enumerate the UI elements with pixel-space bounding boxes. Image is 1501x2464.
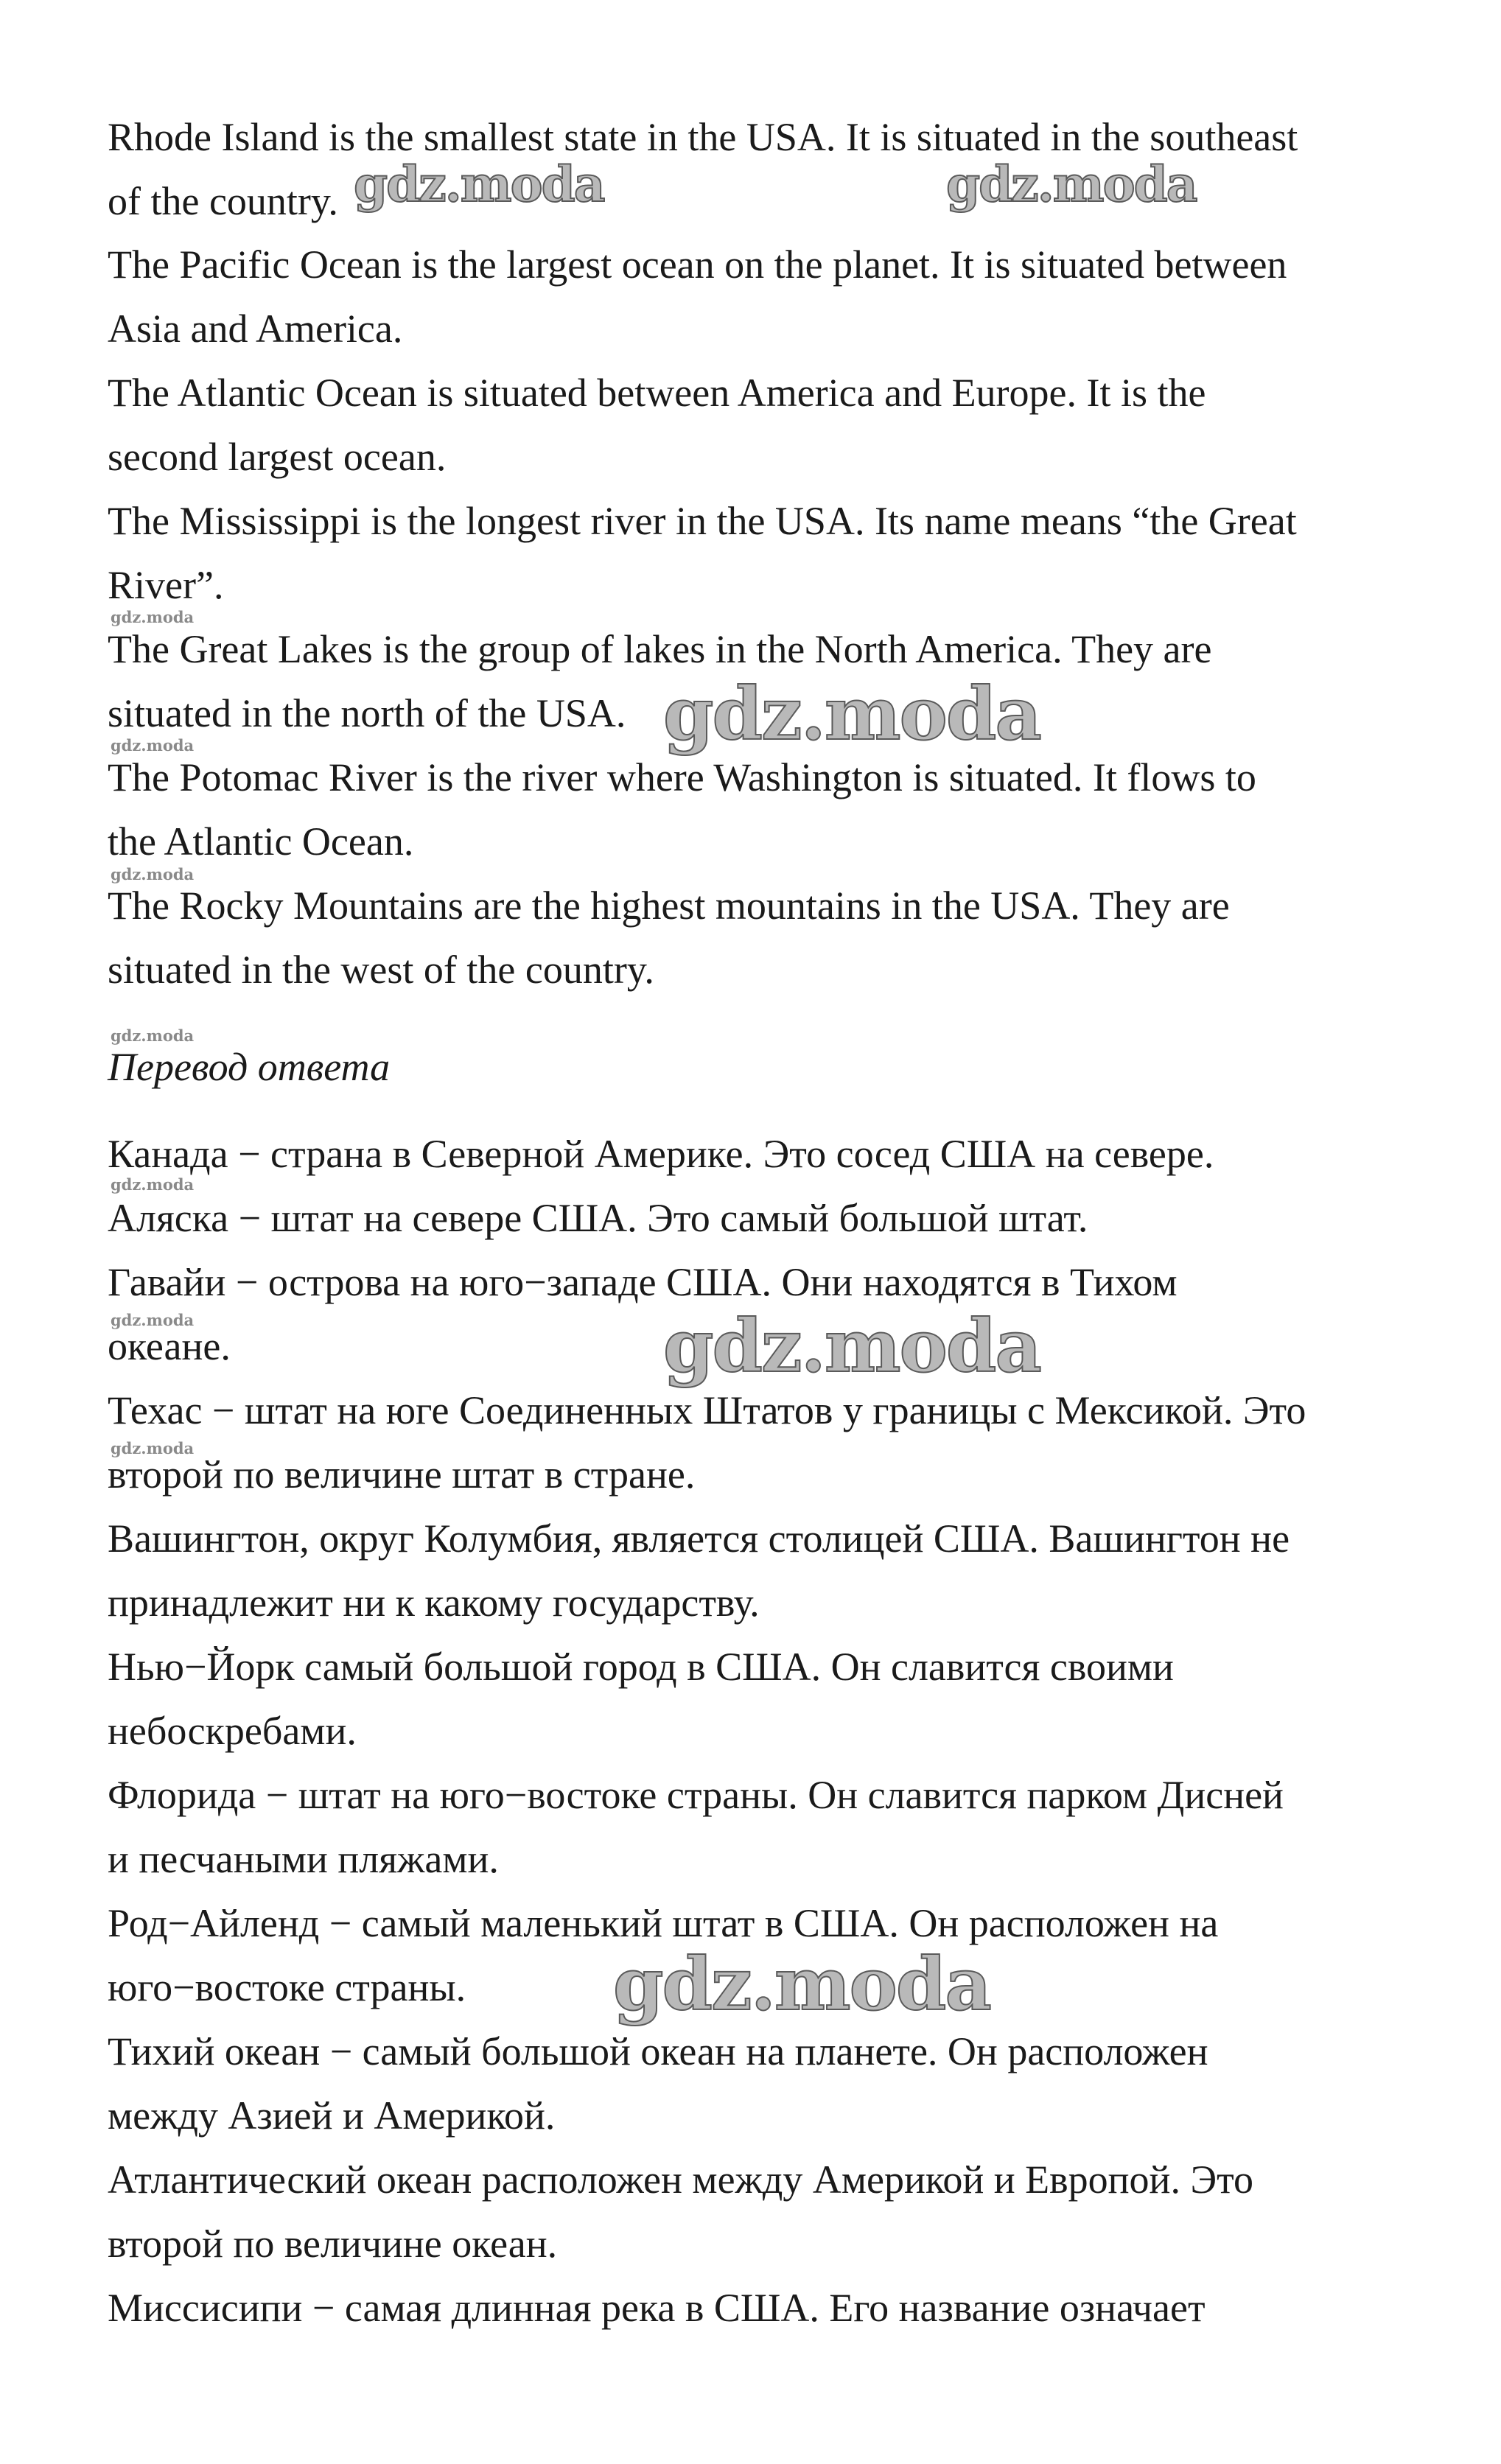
text-line: второй по величине штат в стране. bbox=[108, 1452, 696, 1497]
watermark-logo: gdz.moda bbox=[663, 1304, 1040, 1389]
text-line: небоскребами. bbox=[108, 1709, 357, 1753]
text-line: и песчаными пляжами. bbox=[108, 1837, 499, 1881]
text-line: Тихий океан − самый большой океан на планете. Он расположен bbox=[108, 2029, 1208, 2073]
watermark-small: gdz.moda bbox=[111, 1026, 195, 1045]
watermark-small: gdz.moda bbox=[111, 736, 195, 755]
translation-heading: Перевод ответа bbox=[108, 1045, 391, 1089]
text-line: Rhode Island is the smallest state in the USA. It is situated in the southeast bbox=[108, 115, 1298, 159]
text-line: Флорида − штат на юго−востоке страны. Он славится парком Дисней bbox=[108, 1773, 1284, 1817]
watermark-logo: gdz.moda bbox=[663, 672, 1040, 757]
text-line: принадлежит ни к какому государству. bbox=[108, 1581, 760, 1625]
text-line: Вашингтон, округ Колумбия, является столицей США. Вашингтон не bbox=[108, 1516, 1290, 1561]
text-line: second largest ocean. bbox=[108, 435, 447, 479]
watermark-logo: gdz.moda bbox=[354, 155, 604, 213]
watermark-logo: gdz.moda bbox=[613, 1942, 990, 2027]
text-line: Asia and America. bbox=[108, 307, 403, 351]
text-line: of the country. bbox=[108, 179, 338, 223]
text-line: Атлантический океан расположен между Америкой и Европой. Это bbox=[108, 2157, 1253, 2202]
text-line: situated in the west of the country. bbox=[108, 948, 654, 992]
text-line: The Great Lakes is the group of lakes in the North America. They are bbox=[108, 627, 1212, 671]
watermark-small: gdz.moda bbox=[111, 608, 195, 626]
watermark-small: gdz.moda bbox=[111, 1175, 195, 1194]
watermark-small: gdz.moda bbox=[111, 865, 195, 883]
watermark-logo: gdz.moda bbox=[946, 155, 1197, 213]
text-line: The Mississippi is the longest river in the USA. Its name means “the Great bbox=[108, 499, 1297, 543]
text-line: океане. bbox=[108, 1324, 231, 1368]
text-line: Техас − штат на юге Соединенных Штатов у границы с Мексикой. Это bbox=[108, 1388, 1306, 1432]
text-line: второй по величине океан. bbox=[108, 2222, 558, 2266]
text-line: The Potomac River is the river where Washington is situated. It flows to bbox=[108, 755, 1256, 799]
text-line: The Atlantic Ocean is situated between America and Europe. It is the bbox=[108, 371, 1206, 415]
text-line: Канада − страна в Северной Америке. Это сосед США на севере. bbox=[108, 1132, 1214, 1176]
text-line: River”. bbox=[108, 563, 224, 607]
text-line: The Pacific Ocean is the largest ocean on the planet. It is situated between bbox=[108, 242, 1287, 287]
text-line: Гавайи − острова на юго−западе США. Они находятся в Тихом bbox=[108, 1260, 1178, 1304]
text-line: Род−Айленд − самый маленький штат в США. Он расположен на bbox=[108, 1901, 1219, 1945]
text-line: situated in the north of the USA. bbox=[108, 691, 626, 735]
text-line: юго−востоке страны. bbox=[108, 1965, 466, 2009]
text-line: The Rocky Mountains are the highest mountains in the USA. They are bbox=[108, 883, 1230, 928]
watermark-small: gdz.moda bbox=[111, 1311, 195, 1329]
text-line: Нью−Йорк самый большой город в США. Он славится своими bbox=[108, 1645, 1174, 1689]
text-line: Миссисипи − самая длинная река в США. Его название означает bbox=[108, 2286, 1206, 2330]
text-line: the Atlantic Ocean. bbox=[108, 819, 414, 864]
text-line: Аляска − штат на севере США. Это самый большой штат. bbox=[108, 1196, 1088, 1240]
watermark-small: gdz.moda bbox=[111, 1439, 195, 1457]
text-line: между Азией и Америкой. bbox=[108, 2093, 556, 2138]
